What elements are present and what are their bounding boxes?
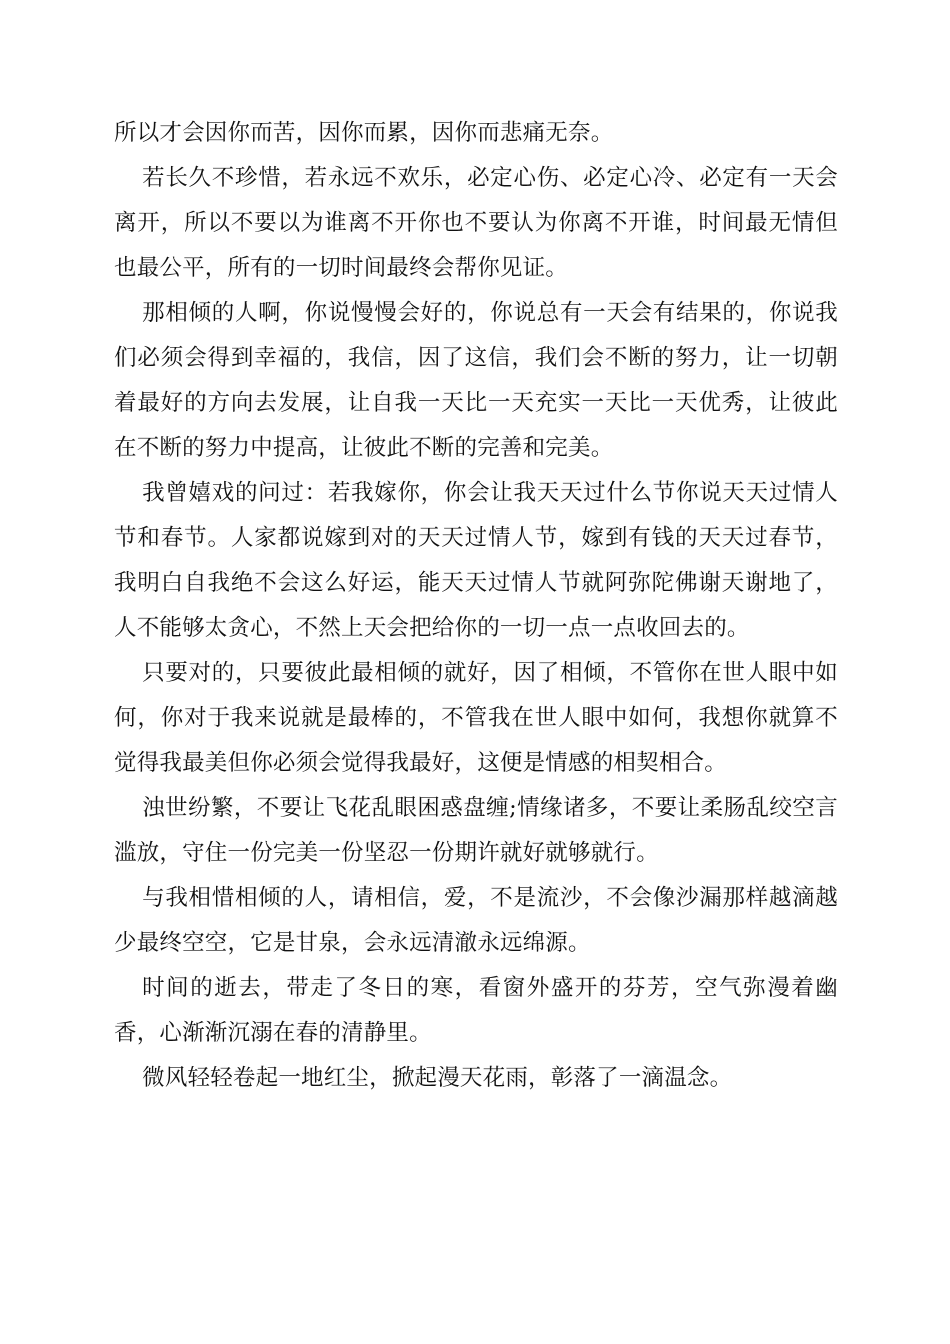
paragraph-3: 那相倾的人啊，你说慢慢会好的，你说总有一天会有结果的，你说我们必须会得到幸福的，我信，因了这信，我们会不断的努力，让一切朝着最好的方向去发展，让自我一天比一天充实一天比一天优秀，让彼此在不断的努力中提高，让彼此不断的完善和完美。 bbox=[114, 300, 838, 461]
paragraph-6: 浊世纷繁，不要让飞花乱眼困惑盘缠;情缘诸多，不要让柔肠乱绞空言滥放，守住一份完美一份坚忍一份期许就好就够就行。 bbox=[114, 795, 838, 866]
document-body bbox=[114, 111, 838, 1101]
paragraph-4: 我曾嬉戏的问过：若我嫁你，你会让我天天过什么节你说天天过情人节和春节。人家都说嫁到对的天天过情人节，嫁到有钱的天天过春节，我明白自我绝不会这么好运，能天天过情人节就阿弥陀佛谢天谢地了，人不能够太贪心，不然上天会把给你的一切一点一点收回去的。 bbox=[114, 480, 838, 641]
paragraph-1: 所以才会因你而苦，因你而累，因你而悲痛无奈。 bbox=[114, 120, 614, 146]
paragraph-7: 与我相惜相倾的人，请相信，爱，不是流沙，不会像沙漏那样越滴越少最终空空，它是甘泉，会永远清澈永远绵源。 bbox=[114, 885, 838, 956]
paragraph-5: 只要对的，只要彼此最相倾的就好，因了相倾，不管你在世人眼中如何，你对于我来说就是最棒的，不管我在世人眼中如何，我想你就算不觉得我最美但你必须会觉得我最好，这便是情感的相契相合。 bbox=[114, 660, 838, 776]
paragraph-9: 微风轻轻卷起一地红尘，掀起漫天花雨，彰落了一滴温念。 bbox=[142, 1065, 733, 1091]
paragraph-8: 时间的逝去，带走了冬日的寒，看窗外盛开的芬芳，空气弥漫着幽香，心渐渐沉溺在春的清静里。 bbox=[114, 975, 838, 1046]
paragraph-2: 若长久不珍惜，若永远不欢乐，必定心伤、必定心冷、必定有一天会离开，所以不要以为谁离不开你也不要认为你离不开谁，时间最无情但也最公平，所有的一切时间最终会帮你见证。 bbox=[114, 165, 838, 281]
